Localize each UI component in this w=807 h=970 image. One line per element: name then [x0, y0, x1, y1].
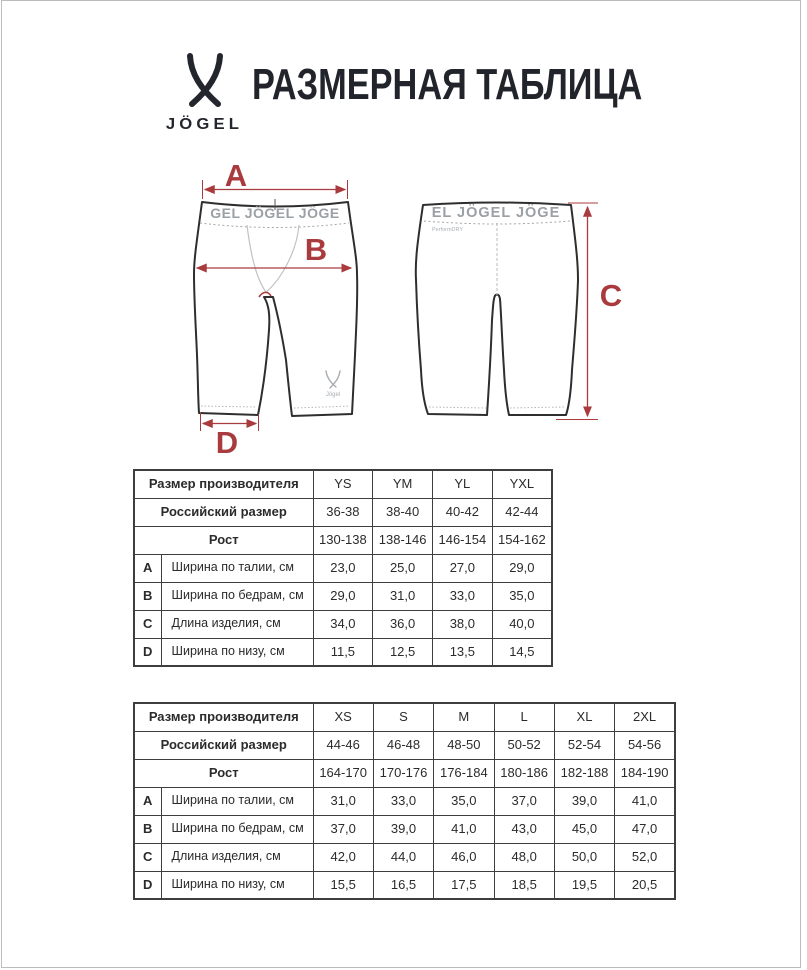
front-waistband-logo-text: GEL JÖGEL JÖGE	[210, 205, 340, 221]
dimension-label-b: B	[304, 232, 328, 267]
table-cell: 48,0	[494, 843, 554, 871]
table-cell: 35,0	[492, 582, 552, 610]
row-label-cell: Российский размер	[134, 498, 313, 526]
table-cell: 14,5	[492, 638, 552, 666]
table-cell: 170-176	[373, 759, 433, 787]
table-cell: 50,0	[554, 843, 614, 871]
row-label-cell: Рост	[134, 526, 313, 554]
table-cell: 20,5	[615, 871, 675, 899]
table-cell: 13,5	[432, 638, 492, 666]
table-cell: S	[373, 703, 433, 731]
page-title	[252, 60, 752, 110]
table-row	[134, 843, 675, 871]
table-row	[134, 554, 552, 582]
table-cell: XL	[554, 703, 614, 731]
measure-letter-cell: D	[134, 871, 161, 899]
table-cell: 146-154	[432, 526, 492, 554]
table-header-row	[134, 498, 552, 526]
table-cell: M	[434, 703, 494, 731]
table-row	[134, 582, 552, 610]
table-cell: XS	[313, 703, 373, 731]
page-title-text: РАЗМЕРНАЯ ТАБЛИЦА	[252, 60, 643, 109]
measure-name-cell: Длина изделия, см	[161, 610, 313, 638]
table-cell: YL	[432, 470, 492, 498]
measure-name-cell: Ширина по талии, см	[161, 554, 313, 582]
row-label-cell: Размер производителя	[134, 470, 313, 498]
brand-wordmark: JÖGEL	[165, 116, 244, 133]
fabric-label: PerformDRY	[432, 227, 464, 233]
back-view-drawing	[416, 203, 622, 420]
table-cell: 17,5	[434, 871, 494, 899]
table-cell: 42-44	[492, 498, 552, 526]
table-cell: 44,0	[373, 843, 433, 871]
measure-letter-cell: C	[134, 843, 161, 871]
table-header-row	[134, 731, 675, 759]
table-cell: 46-48	[373, 731, 433, 759]
table-cell: 33,0	[432, 582, 492, 610]
table-cell: 40,0	[492, 610, 552, 638]
table-cell: 180-186	[494, 759, 554, 787]
table-cell: 164-170	[313, 759, 373, 787]
measure-name-cell: Ширина по талии, см	[161, 787, 313, 815]
table-cell: YXL	[492, 470, 552, 498]
table-cell: 29,0	[492, 554, 552, 582]
table-cell: 184-190	[615, 759, 675, 787]
table-cell: 15,5	[313, 871, 373, 899]
measure-letter-cell: A	[134, 554, 161, 582]
table-cell: 44-46	[313, 731, 373, 759]
table-cell: 29,0	[313, 582, 373, 610]
measure-name-cell: Ширина по бедрам, см	[161, 582, 313, 610]
table-header-row	[134, 470, 552, 498]
dimension-arrow-a	[203, 158, 348, 199]
row-label-cell: Размер производителя	[134, 703, 313, 731]
table-cell: 12,5	[373, 638, 433, 666]
table-cell: 46,0	[434, 843, 494, 871]
table-cell: 39,0	[373, 815, 433, 843]
table-cell: 38,0	[432, 610, 492, 638]
front-view-drawing	[194, 158, 357, 460]
table-cell: 54-56	[615, 731, 675, 759]
measure-name-cell: Длина изделия, см	[161, 843, 313, 871]
table-cell: 16,5	[373, 871, 433, 899]
size-table-youth	[133, 469, 553, 667]
measure-letter-cell: B	[134, 582, 161, 610]
measure-letter-cell: A	[134, 787, 161, 815]
table-cell: YS	[313, 470, 373, 498]
table-cell: 52-54	[554, 731, 614, 759]
table-cell: 33,0	[373, 787, 433, 815]
table-cell: 18,5	[494, 871, 554, 899]
table-row	[134, 787, 675, 815]
table-row	[134, 638, 552, 666]
table-cell: L	[494, 703, 554, 731]
table-cell: 23,0	[313, 554, 373, 582]
table-cell: 2XL	[615, 703, 675, 731]
table-cell: 45,0	[554, 815, 614, 843]
measure-letter-cell: D	[134, 638, 161, 666]
table-cell: 42,0	[313, 843, 373, 871]
table-cell: 48-50	[434, 731, 494, 759]
table-cell: 52,0	[615, 843, 675, 871]
jogel-v-icon	[174, 52, 236, 114]
table-header-row	[134, 703, 675, 731]
table-row	[134, 815, 675, 843]
size-table-adult	[133, 702, 676, 900]
back-waistband-logo-text: EL JÖGEL JÖGE	[431, 205, 561, 221]
row-label-cell: Российский размер	[134, 731, 313, 759]
table-cell: 37,0	[494, 787, 554, 815]
table-cell: 19,5	[554, 871, 614, 899]
table-row	[134, 871, 675, 899]
table-cell: 154-162	[492, 526, 552, 554]
dimension-arrow-d	[201, 412, 259, 460]
table-header-row	[134, 759, 675, 787]
table-cell: 31,0	[373, 582, 433, 610]
brand-logo	[157, 52, 252, 138]
table-cell: 130-138	[313, 526, 373, 554]
table-cell: 25,0	[373, 554, 433, 582]
table-cell: 182-188	[554, 759, 614, 787]
table-header-row	[134, 526, 552, 554]
table-cell: 138-146	[373, 526, 433, 554]
table-cell: 40-42	[432, 498, 492, 526]
dimension-label-d: D	[215, 425, 239, 460]
table-cell: 41,0	[434, 815, 494, 843]
measure-letter-cell: B	[134, 815, 161, 843]
row-label-cell: Рост	[134, 759, 313, 787]
table-cell: 50-52	[494, 731, 554, 759]
table-cell: YM	[373, 470, 433, 498]
table-cell: 41,0	[615, 787, 675, 815]
table-cell: 38-40	[373, 498, 433, 526]
dimension-label-a: A	[224, 158, 248, 193]
table-cell: 27,0	[432, 554, 492, 582]
measure-name-cell: Ширина по бедрам, см	[161, 815, 313, 843]
shorts-measurement-diagram	[120, 155, 690, 470]
table-cell: 176-184	[434, 759, 494, 787]
measure-name-cell: Ширина по низу, см	[161, 638, 313, 666]
leg-logo-text: Jögel	[325, 392, 341, 398]
table-cell: 43,0	[494, 815, 554, 843]
table-cell: 31,0	[313, 787, 373, 815]
dimension-label-c: C	[599, 278, 623, 313]
measure-name-cell: Ширина по низу, см	[161, 871, 313, 899]
table-cell: 34,0	[313, 610, 373, 638]
table-cell: 37,0	[313, 815, 373, 843]
table-cell: 11,5	[313, 638, 373, 666]
table-cell: 35,0	[434, 787, 494, 815]
table-cell: 36,0	[373, 610, 433, 638]
measure-letter-cell: C	[134, 610, 161, 638]
table-cell: 36-38	[313, 498, 373, 526]
table-cell: 47,0	[615, 815, 675, 843]
table-row	[134, 610, 552, 638]
table-cell: 39,0	[554, 787, 614, 815]
